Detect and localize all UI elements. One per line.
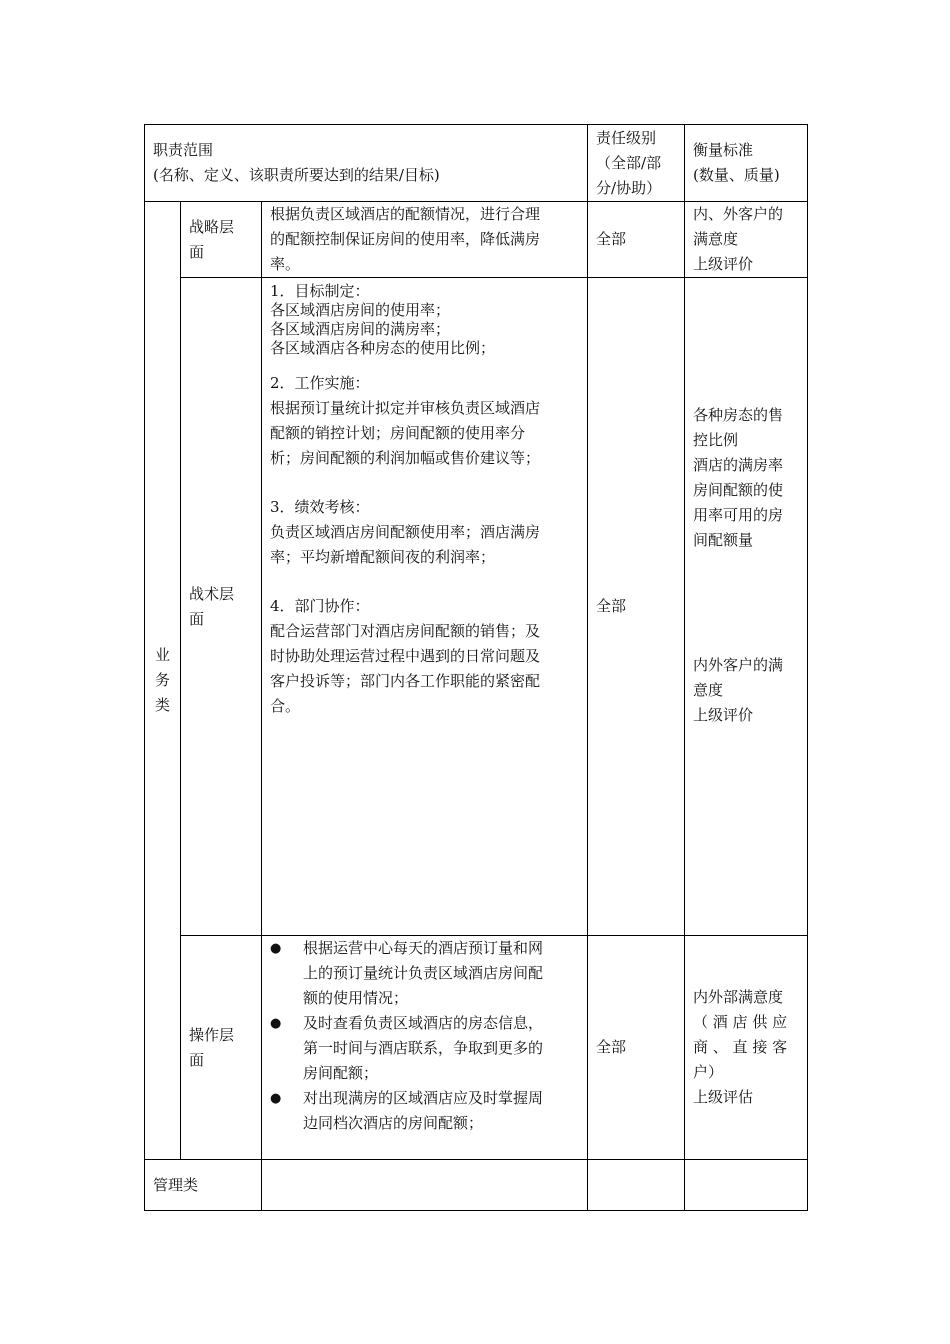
strategic-desc-cell [262,202,588,278]
assessment-section [270,495,579,570]
measure-line: 商 、 直 接 客 [693,1038,788,1056]
section-line: 析；房间配额的利润加幅或售价建议等； [270,449,541,467]
management-label-cell [145,1160,262,1211]
bullet-item [270,1011,579,1086]
level-value: 全部 [596,1038,627,1056]
header-row [145,125,808,202]
section-title: 2．工作实施： [270,374,370,392]
bullet-line: 额的使用情况； [303,989,409,1007]
tactical-layer-cell [181,278,262,936]
tactical-level-cell [588,278,685,936]
measure-line: 上级评价 [693,255,754,273]
target-section [270,282,579,358]
measure-group-a [693,403,799,553]
section-line: 负责区域酒店房间配额使用率；酒店满房 [270,523,541,541]
measure-line: 满意度 [693,230,739,248]
level-value: 全部 [596,230,627,248]
measure-line: 内、外客户的 [693,205,784,223]
measure-line: 各种房态的售 [693,406,784,424]
management-level-cell [588,1160,685,1211]
layer-label: 战略层 [189,217,235,236]
measure-line: 用率可用的房 [693,506,784,524]
measure-title: 衡量标准 [693,141,754,159]
desc-line: 的配额控制保证房间的使用率，降低满房 [270,230,541,248]
section-line: 时协助处理运营过程中遇到的日常问题及 [270,647,541,665]
bullet-line: 房间配额； [303,1064,379,1082]
layer-label: 面 [189,609,205,628]
management-measure-cell [685,1160,808,1211]
section-line: 各区域酒店房间的满房率； [270,320,451,338]
section-line: 各区域酒店房间的使用率； [270,301,451,319]
bullet-line: ● 对出现满房的区域酒店应及时掌握周 [303,1089,544,1107]
layer-label: 操作层 [189,1025,235,1044]
measure-line: 间配额量 [693,531,754,549]
measure-sub: (数量、质量) [693,166,780,184]
strategic-layer-cell [181,202,262,278]
bullet-list [270,936,579,1136]
measure-line: 房间配额的使 [693,481,784,499]
section-line: 配合运营部门对酒店房间配额的销售；及 [270,622,541,640]
measure-line: 内外部满意度 [693,988,784,1006]
strategic-level-cell [588,202,685,278]
operational-desc-cell [262,936,588,1160]
bullet-item [270,1086,579,1136]
level-value: 全部 [596,597,627,615]
responsibility-table [144,124,808,1211]
tactical-measure-cell [685,278,808,936]
section-line: 各区域酒店各种房态的使用比例； [270,339,496,357]
level-title: 责任级别 [596,128,657,147]
bullet-line: ● 及时查看负责区域酒店的房态信息， [303,1014,544,1032]
scope-header-cell [145,125,588,202]
tactical-desc-cell [262,278,588,936]
bullet-line: 上的预订量统计负责区域酒店房间配 [303,964,544,982]
scope-title: 职责范围 [153,141,214,159]
operational-measure-cell [685,936,808,1160]
management-row [145,1160,808,1211]
category-char: 类 [154,696,170,714]
layer-label: 战术层 [189,584,235,603]
category-char: 务 [154,671,170,689]
level-header-cell [588,125,685,202]
measure-line: 内外客户的满 [693,656,784,674]
bullet-item [270,936,579,1011]
operational-level-cell [588,936,685,1160]
strategic-measure-cell [685,202,808,278]
implementation-section [270,371,579,471]
measure-line: （ 酒 店 供 应 [693,1013,788,1031]
layer-label: 面 [189,242,205,261]
section-line: 率；平均新增配额间夜的利润率； [270,548,496,566]
cooperation-section [270,594,579,719]
desc-line: 根据负责区域酒店的配额情况，进行合理 [270,205,541,223]
section-title: 4．部门协作： [270,597,370,615]
level-sub-2: 分/协助） [596,178,662,197]
strategic-row [145,202,808,278]
measure-header-cell [685,125,808,202]
measure-group-b [693,653,799,728]
section-line: 根据预订量统计拟定并审核负责区域酒店 [270,399,541,417]
measure-line: 上级评价 [693,706,754,724]
operational-row [145,936,808,1160]
measure-line: 户） [693,1063,724,1081]
section-line: 配额的销控计划；房间配额的使用率分 [270,424,526,442]
level-sub-1: （全部/部 [596,153,662,172]
section-title: 1．目标制定： [270,282,370,300]
category-char: 业 [154,646,170,664]
measure-line: 酒店的满房率 [693,456,784,474]
business-category-cell [145,202,181,1160]
tactical-row [145,278,808,936]
section-line: 客户投诉等；部门内各工作职能的紧密配 [270,672,541,690]
section-title: 3．绩效考核： [270,498,370,516]
bullet-line: 第一时间与酒店联系，争取到更多的 [303,1039,544,1057]
measure-line: 意度 [693,681,724,699]
layer-label: 面 [189,1050,205,1069]
measure-line: 控比例 [693,431,739,449]
operational-layer-cell [181,936,262,1160]
desc-line: 率。 [270,255,301,273]
section-line: 合。 [270,697,301,715]
bullet-line: ● 根据运营中心每天的酒店预订量和网 [303,939,544,957]
management-desc-cell [262,1160,588,1211]
measure-line: 上级评估 [693,1088,754,1106]
scope-subtitle: (名称、定义、该职责所要达到的结果/目标) [153,166,440,184]
bullet-line: 边同档次酒店的房间配额； [303,1114,484,1132]
management-label: 管理类 [153,1175,199,1194]
